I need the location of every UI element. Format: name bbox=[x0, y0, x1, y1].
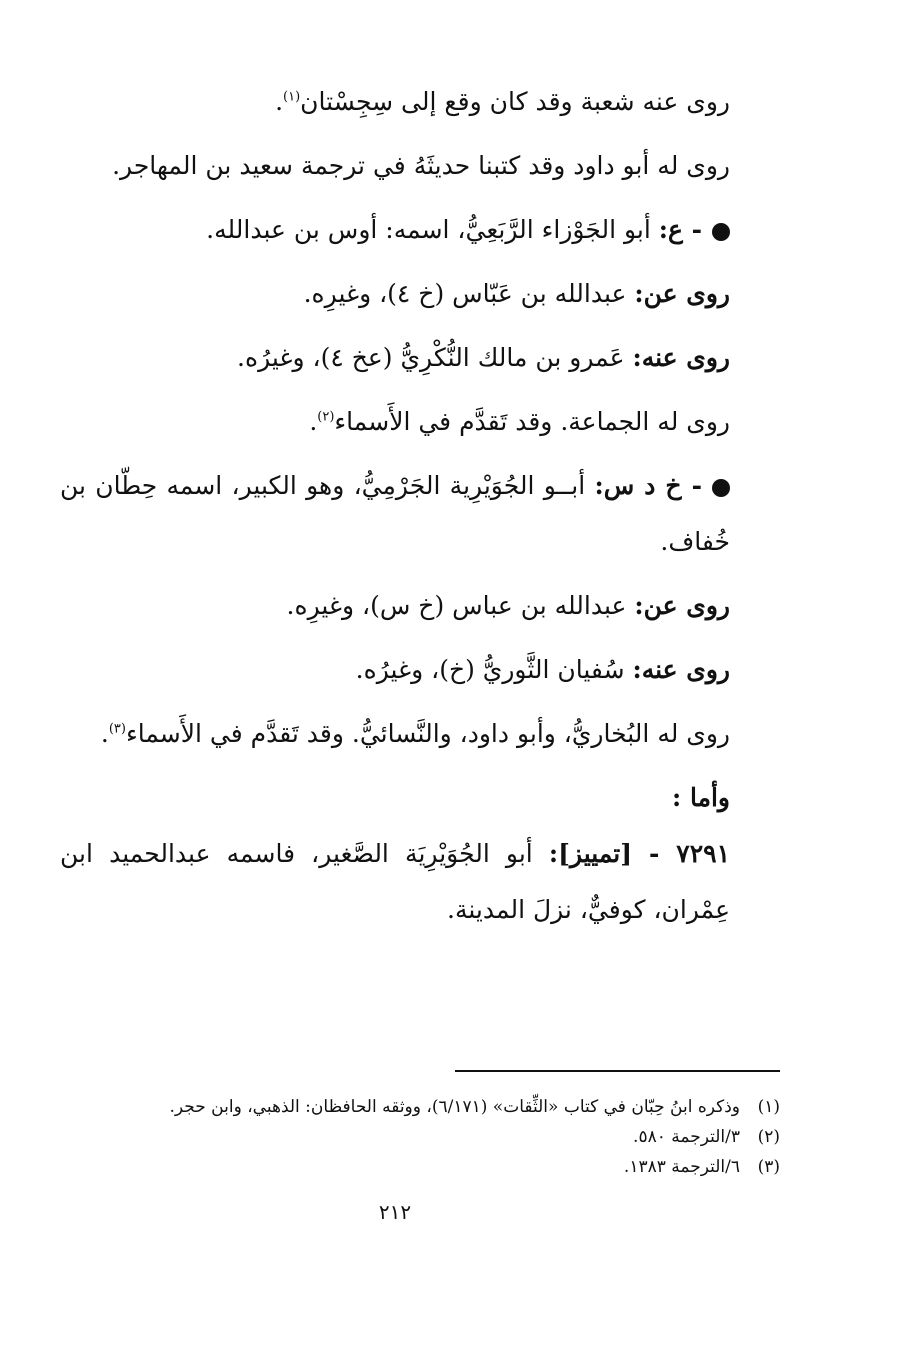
footnotes bbox=[60, 1092, 780, 1182]
footnote-text: وذكره ابنُ حِبّان في كتاب «الثِّقات» (٦/١٧١)، ووثقه الحافظان: الذهبي، وابن حجر. bbox=[169, 1097, 740, 1117]
entry-abu-al-juwayriya bbox=[60, 458, 780, 570]
paragraph-2 bbox=[60, 138, 780, 194]
entry-text: أبو الجَوْزاء الرَّبَعِيُّ، اسمه: أوس بن عبدالله. bbox=[206, 215, 651, 244]
heading-amma bbox=[60, 770, 780, 826]
paragraph-end: . bbox=[309, 407, 318, 436]
paragraph-text: روى له الجماعة. وقد تَقدَّم في الأَسماء bbox=[334, 407, 730, 436]
footnote-number: (٢) bbox=[757, 1127, 780, 1147]
paragraph-end: . bbox=[275, 87, 284, 116]
paragraph-text: عَمرو بن مالك النُّكْرِيُّ (عخ ٤)، وغيرُه. bbox=[237, 343, 625, 372]
label: روى عنه: bbox=[632, 655, 730, 684]
footnote-2 bbox=[60, 1122, 780, 1152]
entry-number: ٧٢٩١ - [تمييز]: bbox=[548, 839, 731, 868]
entry-symbols: - ع: bbox=[658, 215, 702, 244]
label: روى عن: bbox=[634, 279, 730, 308]
paragraph-1 bbox=[60, 74, 780, 130]
paragraph-6 bbox=[60, 394, 780, 450]
footnote-text: ٦/الترجمة ١٣٨٣. bbox=[623, 1157, 740, 1177]
footnote-3 bbox=[60, 1152, 780, 1182]
entry-text: أبــو الجُوَيْرِية الجَرْمِيُّ، وهو الكبير، اسمه حِطّان بن خُفاف. bbox=[60, 471, 730, 556]
footnote-number: (١) bbox=[757, 1097, 780, 1117]
footnote-number: (٣) bbox=[757, 1157, 780, 1177]
narrated-by bbox=[60, 330, 780, 386]
bullet-icon bbox=[712, 223, 730, 241]
footnote-ref[interactable]: (٢) bbox=[317, 409, 335, 425]
bullet-icon bbox=[712, 479, 730, 497]
narrated-from bbox=[60, 266, 780, 322]
paragraph-text: عبدالله بن عَبّاس (خ ٤)، وغيرِه. bbox=[303, 279, 627, 308]
narrated-from bbox=[60, 578, 780, 634]
paragraph-10 bbox=[60, 706, 780, 762]
footnote-1 bbox=[60, 1092, 780, 1122]
page-body bbox=[60, 60, 780, 1300]
entry-symbols: - خ د س: bbox=[594, 471, 702, 500]
footnote-ref[interactable]: (١) bbox=[283, 89, 301, 105]
paragraph-text: روى عنه شعبة وقد كان وقع إلى سِجِسْتان bbox=[300, 87, 730, 116]
paragraph-end: . bbox=[100, 719, 109, 748]
label: وأما : bbox=[672, 783, 730, 812]
label: روى عنه: bbox=[632, 343, 730, 372]
paragraph-text: روى له البُخاريُّ، وأبو داود، والنَّسائيُّ. وقد تَقدَّم في الأَسماء bbox=[125, 719, 730, 748]
label: روى عن: bbox=[634, 591, 730, 620]
page-number: ٢١٢ bbox=[378, 1200, 412, 1224]
paragraph-text: روى له أبو داود وقد كتبنا حديثَهُ في ترجمة سعيد بن المهاجر. bbox=[112, 151, 730, 180]
narrated-by bbox=[60, 642, 780, 698]
footnote-ref[interactable]: (٣) bbox=[108, 721, 126, 737]
footnote-text: ٣/الترجمة ٥٨٠. bbox=[633, 1127, 740, 1147]
footnote-divider bbox=[455, 1070, 780, 1072]
entry-7291 bbox=[60, 826, 780, 938]
entry-text: أبو الجُوَيْرِيَة الصَّغير، فاسمه عبدالحميد ابن عِمْران، كوفيٌّ، نزلَ المدينة. bbox=[60, 839, 730, 924]
entry-abu-al-jawza bbox=[60, 202, 780, 258]
paragraph-text: سُفيان الثَّوريُّ (خ)، وغيرُه. bbox=[355, 655, 625, 684]
paragraph-text: عبدالله بن عباس (خ س)، وغيرِه. bbox=[286, 591, 627, 620]
